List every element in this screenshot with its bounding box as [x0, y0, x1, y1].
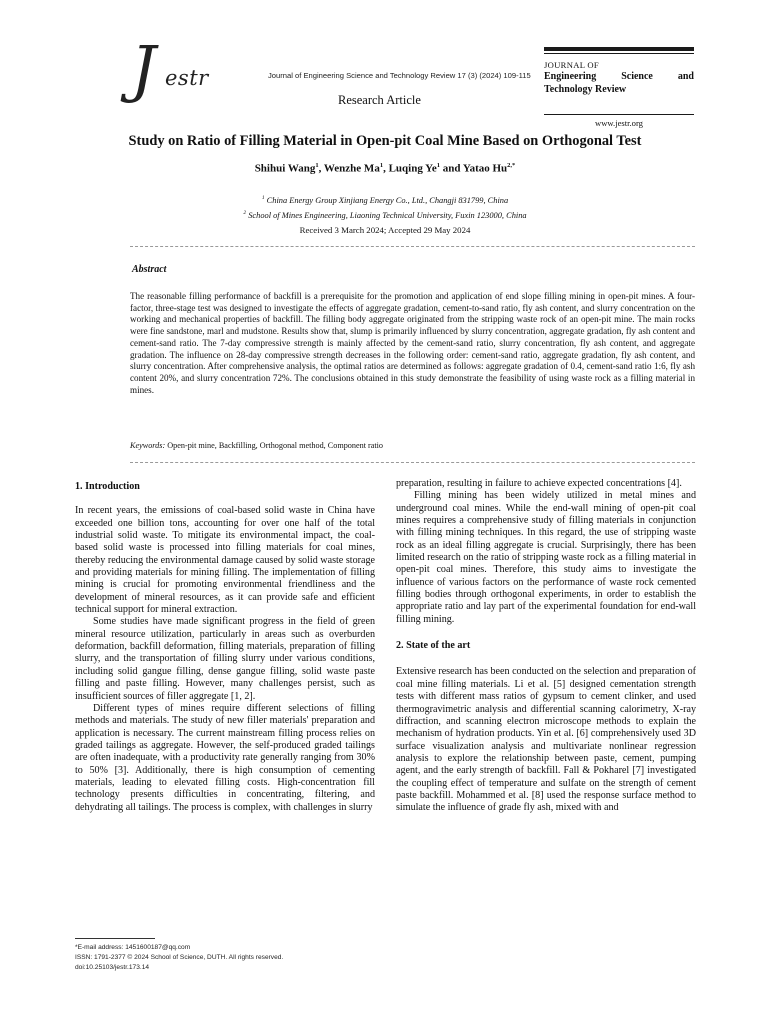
journal-of-label: JOURNAL OF — [544, 60, 599, 70]
paper-title: Study on Ratio of Filling Material in Open-pit Coal Mine Based on Orthogonal Test — [128, 133, 642, 149]
masthead-divider — [544, 114, 694, 115]
author-list — [0, 162, 770, 175]
divider-top — [130, 246, 695, 247]
author-separator: and — [440, 162, 463, 175]
affiliation-line — [0, 192, 770, 207]
affiliation-text: China Energy Group Xinjiang Energy Co., Ltd., Changji 831799, China — [266, 195, 509, 205]
divider-bottom — [130, 462, 695, 463]
corresponding-email[interactable]: *E-mail address: 1451600187@qq.com — [75, 944, 191, 951]
issn-line: ISSN: 1791-2377 © 2024 School of Science, DUTH. All rights reserved. — [75, 954, 284, 961]
author-name: Shihui Wang — [254, 162, 316, 175]
author-affil-mark: 1 — [379, 162, 384, 169]
affiliation-mark: 2 — [243, 209, 247, 216]
paragraph: In recent years, the emissions of coal-based solid waste in China have exceeded one billion tons, accounting for over one half of the total industrial solid waste. To mitigate its environmental impact, the coal-based solid waste is processed into filling materials for coal mines, thereby reducing the environmental damage caused by solid waste storage and providing materials for mining filling. The implementation of filling mining is crucial for promoting environmental friendliness and the development of mineral resources, as it can provide safe and efficient technical support for mineral extraction. — [75, 505, 375, 616]
left-column — [75, 481, 375, 814]
keywords-list: Open-pit mine, Backfilling, Orthogonal method, Component ratio — [167, 441, 384, 450]
author-separator: , — [383, 162, 389, 175]
received-dates: Received 3 March 2024; Accepted 29 May 2024 — [299, 225, 471, 235]
masthead-rule-thin — [544, 53, 694, 54]
paragraph: Extensive research has been conducted on the selection and preparation of coal mine filling materials. Li et al. [5] designed cementation strength tests with different mass ratios of gypsum to cement clinker, and used thermogravimetric analysis and differential scanning calorimetry, X-ray diffraction, and scanning electron microscope methods to explain the mechanism of hydration products. Yin et al. [6] comprehensively used 3D surface visualization analysis and multivariate nonlinear regression analysis to explore the relationship between paste, cement, pumping agent, and the early strength of backfill. Fall & Pokharel [7] investigated the coupling effect of temperature and sulfate on the strength of cement paste backfill. Mohammed et al. [8] used the response surface method to simulate the influence of grade fly ash, mixed with and — [396, 666, 696, 814]
running-head: Journal of Engineering Science and Technology Review 17 (3) (2024) 109-115 — [268, 71, 531, 80]
logo-glyph: J — [131, 32, 156, 105]
article-type: Research Article — [338, 93, 421, 107]
author-separator: , — [318, 162, 324, 175]
author-affil-mark: 1 — [436, 162, 441, 169]
right-column — [396, 478, 696, 815]
affiliation-mark: 1 — [261, 195, 265, 201]
author-affil-mark: 1 — [315, 162, 319, 169]
logo-wordmark: estr — [165, 66, 209, 90]
author-name: Wenzhe Ma — [323, 162, 380, 175]
paragraph: preparation, resulting in failure to achieve expected concentrations [4]. — [396, 478, 682, 489]
journal-masthead — [544, 47, 694, 128]
paragraph: Filling mining has been widely utilized in metal mines and underground coal mines. While the end-wall mining of open-pit coal mines requires a comprehensive study of filling materials in conjunction with filling mining techniques. In this regard, the use of stripping waste rock as an ideal filling aggregate is crucial. Surprisingly, there has been limited research on the ratio of stripping waste rock as a filling material in open-pit coal mines. Therefore, this study aims to investigate the influence of various factors on the performance of waste rock cemented filling bodies through orthogonal experiments, in order to establish the appropriate ratio and lay part of the experimental foundation for end-wall filling mining. — [396, 490, 696, 625]
abstract-heading: Abstract — [132, 264, 167, 275]
abstract-text: The reasonable filling performance of backfill is a prerequisite for the promotion and application of end slope filling mining in open-pit mines. A four-factor, three-stage test was designed to investigate the effects of aggregate gradation, cement-to-sand ratio, fly ash content, and slurry concentration on the working and mechanical properties of backfill. The filling body aggregate originated from the stripping waste rock of an open-pit mine. The main rocks were fine sandstone, marl and mudstone. Results show that, slump is primarily influenced by slurry concentration, aggregate gradation, fly ash content and cement-sand ratio. The 7-day compressive strength is mainly affected by the cement-sand ratio, slurry concentration, fly ash content, and aggregate gradation. The influence on 28-day compressive strength decreases in the following order: cement-sand ratio, aggregate gradation, fly ash content, and slurry concentration. After comprehensive analysis, the optimal ratios are determined as follows: aggregate gradation of 0.4, cement-sand ratio 1:6, fly ash content 20%, and slurry concentration 72%. The conclusions obtained in this study demonstrate the feasibility of using waste rock as a filling material in mines. — [130, 291, 695, 395]
keywords-label: Keywords: — [130, 441, 166, 450]
section-heading-introduction: 1. Introduction — [75, 481, 140, 492]
section-heading-state-of-art: 2. State of the art — [396, 640, 471, 652]
author-name: Yatao Hu — [462, 162, 508, 175]
masthead-rule-thick — [544, 47, 694, 51]
affiliations — [0, 192, 770, 222]
journal-url[interactable]: www.jestr.org — [595, 118, 643, 128]
journal-name: Engineering Science and Technology Review — [544, 71, 694, 95]
author-affil-mark: 2,* — [507, 162, 516, 169]
paragraph: Different types of mines require different selections of filling methods and materials. The study of new filler materials' preparation and application is necessary. The current mainstream filling process relies on graded tailings as aggregate. However, the self-produced graded tailings are often inadequate, with a productivity rate generally ranging from 30% to 50% [3]. Additionally, there is high consumption of cementing materials, leading to elevated filling costs. High-concentration fill technology presents difficulties in concentrating, filtering, and dehydrating all tailings. The process is complex, with challenges in slurry — [75, 702, 375, 813]
footnote-rule — [75, 938, 155, 939]
affiliation-text: School of Mines Engineering, Liaoning Technical University, Fuxin 123000, China — [248, 210, 527, 220]
keywords — [130, 441, 695, 450]
doi-line[interactable]: doi:10.25103/jestr.173.14 — [75, 964, 150, 971]
paragraph: Some studies have made significant progress in the field of green mineral resource utilization, particularly in areas such as overburden deformation, backfill deformation, filling materials, preparation of filling slurry, and the transportation of filling slurry under various conditions, including solid gangue filling, dense gangue filling, solid waste paste filling and paste filling. However, many challenges persist, such as insufficient sources of filler aggregate [1, 2]. — [75, 616, 375, 702]
author-name: Luqing Ye — [388, 162, 437, 175]
affiliation-line — [0, 207, 770, 222]
journal-logo — [131, 32, 231, 116]
footnotes — [75, 943, 283, 973]
